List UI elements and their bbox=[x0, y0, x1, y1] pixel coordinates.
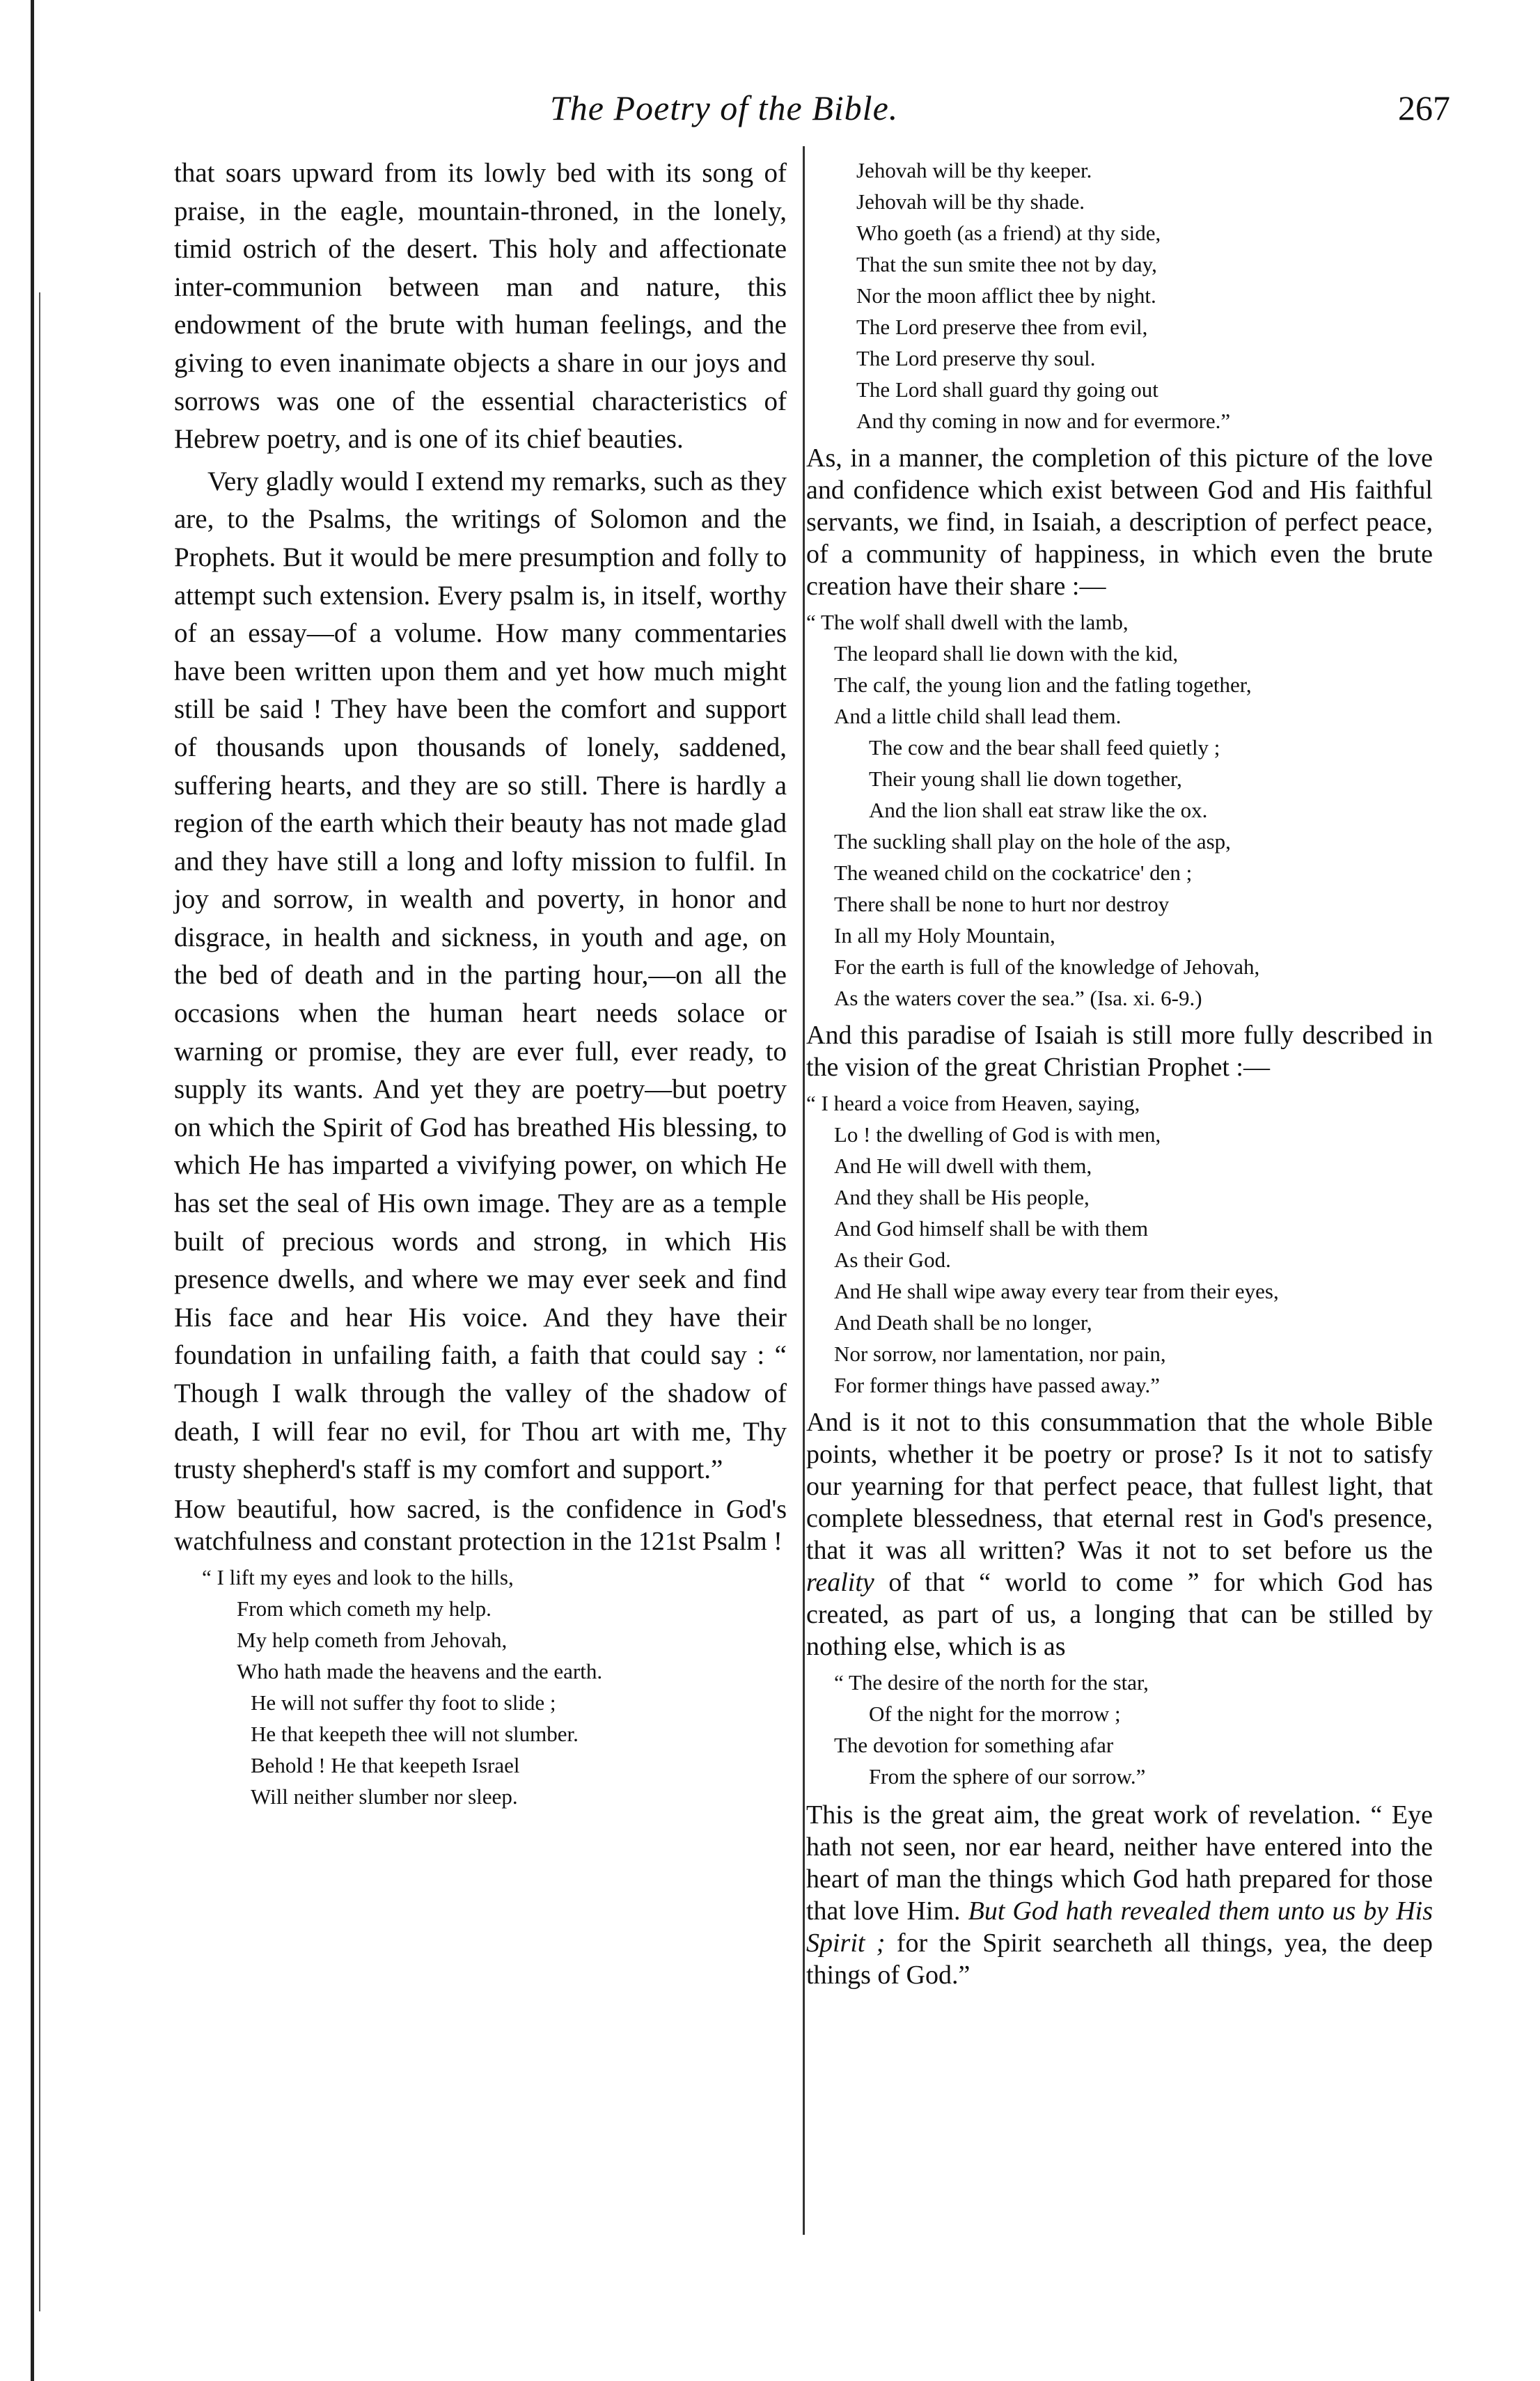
verse-line: And He shall wipe away every tear from their eyes, bbox=[834, 1279, 1279, 1303]
verse-line: Nor the moon afflict thee by night. bbox=[856, 283, 1156, 308]
verse-line: The Lord shall guard thy going out bbox=[856, 377, 1158, 402]
page-header bbox=[0, 88, 1540, 143]
verse-line: Jehovah will be thy keeper. bbox=[856, 158, 1092, 182]
verse-line: “ I heard a voice from Heaven, saying, bbox=[806, 1091, 1140, 1115]
verse-line: The weaned child on the cockatrice' den ; bbox=[834, 861, 1193, 885]
verse-line: And a little child shall lead them. bbox=[834, 704, 1122, 728]
verse-line: Who goeth (as a friend) at thy side, bbox=[856, 221, 1161, 245]
isaiah-verse bbox=[806, 606, 1433, 1014]
verse-line: And God himself shall be with them bbox=[834, 1216, 1149, 1241]
left-column bbox=[174, 155, 787, 1812]
verse-line: Who hath made the heavens and the earth. bbox=[237, 1658, 603, 1683]
column-divider bbox=[803, 146, 805, 2235]
verse-line: And they shall be His people, bbox=[834, 1185, 1090, 1209]
verse-line: From the sphere of our sorrow.” bbox=[869, 1764, 1146, 1789]
page-edge-rule bbox=[31, 0, 34, 2381]
verse-line: Will neither slumber nor sleep. bbox=[251, 1784, 518, 1809]
paragraph-text: And is it not to this consummation that the whole Bible points, whether it be poetry or prose? Is it not to satisfy our yearning for that perfect peace, that fullest light, that complete blessedness, that eternal rest in God's presence, that it was all written? Was it not to set before us the bbox=[806, 1408, 1433, 1565]
paragraph-nature: that soars upward from its lowly bed with its song of praise, in the eagle, mountain-throned, in the lonely, timid ostrich of the desert. This holy and affectionate inter-communion between man and nature, this endowment of the brute with human feelings, and the giving to even inanimate objects a share in our joys and sorrows was one of the essential characteristics of Hebrew poetry, and is one of its chief beauties. bbox=[174, 158, 787, 455]
verse-line: From which cometh my help. bbox=[237, 1596, 492, 1621]
verse-line: For the earth is full of the knowledge of Jehovah, bbox=[834, 954, 1260, 979]
verse-line: My help cometh from Jehovah, bbox=[237, 1627, 508, 1652]
verse-line: He will not suffer thy foot to slide ; bbox=[251, 1690, 556, 1715]
verse-line: Their young shall lie down together, bbox=[869, 767, 1182, 791]
italic-reality: reality bbox=[806, 1568, 874, 1597]
verse-line: The suckling shall play on the hole of the asp, bbox=[834, 829, 1231, 854]
verse-line: “ The wolf shall dwell with the lamb, bbox=[806, 610, 1129, 634]
verse-line: In all my Holy Mountain, bbox=[834, 923, 1055, 948]
page-number: 267 bbox=[1398, 88, 1450, 127]
right-column bbox=[806, 155, 1433, 1991]
verse-line: Of the night for the morrow ; bbox=[869, 1702, 1121, 1726]
verse-line: Behold ! He that keepeth Israel bbox=[251, 1752, 520, 1777]
verse-line: Jehovah will be thy shade. bbox=[856, 189, 1085, 214]
verse-line: He that keepeth thee will not slumber. bbox=[251, 1721, 579, 1746]
north-star-verse bbox=[806, 1667, 1433, 1792]
verse-line: The calf, the young lion and the fatling together, bbox=[834, 673, 1252, 697]
verse-line: For former things have passed away.” bbox=[834, 1373, 1161, 1397]
paragraph-text: of that “ world to come ” for which God has created, as part of us, a longing that can be stilled by nothing else, which is as bbox=[806, 1568, 1433, 1661]
revelation-verse bbox=[806, 1087, 1433, 1401]
verse-line: And He will dwell with them, bbox=[834, 1154, 1092, 1178]
verse-line: And the lion shall eat straw like the ox. bbox=[869, 798, 1208, 822]
verse-line: Nor sorrow, nor lamentation, nor pain, bbox=[834, 1342, 1166, 1366]
paragraph-text: This is the great aim, the great work of revelation. “ Eye hath not seen, nor ear heard, neither have entered into the heart of man the things which God hath prepared for those that love Him. bbox=[806, 1800, 1433, 1926]
paragraph-121st-psalm: How beautiful, how sacred, is the confidence in God's watchfulness and constant protection in the 121st Psalm ! bbox=[174, 1494, 787, 1556]
paragraph-consummation bbox=[806, 1406, 1433, 1663]
italic-quote: But God hath revealed them unto us by His Spirit ; bbox=[806, 1896, 1433, 1958]
page-edge-rule-inner bbox=[39, 292, 40, 2311]
paragraph-text: for the Spirit searcheth all things, yea, the deep things of God.” bbox=[806, 1928, 1433, 1990]
paragraph-isaiah-intro: As, in a manner, the completion of this picture of the love and confidence which exist between God and His faithful servants, we find, in Isaiah, a description of perfect peace, of a community of happiness, in which even the brute creation have their share :— bbox=[806, 443, 1433, 601]
verse-line: The Lord preserve thee from evil, bbox=[856, 315, 1148, 339]
paragraph-revelation-aim bbox=[806, 1799, 1433, 1991]
verse-line: And thy coming in now and for evermore.” bbox=[856, 409, 1231, 433]
verse-line: As their God. bbox=[834, 1248, 951, 1272]
verse-line: And Death shall be no longer, bbox=[834, 1310, 1092, 1335]
verse-line: That the sun smite thee not by day, bbox=[856, 252, 1157, 276]
psalm-121-verse-continued bbox=[806, 155, 1433, 437]
verse-line: There shall be none to hurt nor destroy bbox=[834, 892, 1170, 916]
verse-line: As the waters cover the sea.” (Isa. xi. 6-9.) bbox=[834, 986, 1202, 1010]
psalm-121-verse bbox=[174, 1562, 787, 1812]
verse-line: Lo ! the dwelling of God is with men, bbox=[834, 1122, 1161, 1147]
verse-line: The leopard shall lie down with the kid, bbox=[834, 641, 1179, 666]
running-title: The Poetry of the Bible. bbox=[550, 88, 899, 127]
paragraph-psalms: Very gladly would I extend my remarks, such as they are, to the Psalms, the writings of Solomon and the Prophets. But it would be mere presumption and folly to attempt such extension. Every psalm is, in itself, worthy of an essay—of a volume. How many commentaries have been written upon them and yet how much might still be said ! They have been the comfort and support of thousands upon thousands of lonely, saddened, suffering hearts, and they are so still. There is hardly a region of the earth which their beauty has not made glad and they have still a long and lofty mission to fulfil. In joy and sorrow, in wealth and poverty, in honor and disgrace, in health and sickness, in youth and age, on the bed of death and in the parting hour,—on all the occasions when the human heart needs solace or warning or promise, they are ever full, ever ready, to supply its wants. And yet they are poetry—but poetry on which the Spirit of God has breathed His blessing, to which He has imparted a vivifying power, on which He has set the seal of His own image. They are as a temple built of precious words and strong, in which His presence dwells, and where we may ever seek and find His face and hear His voice. And they have their foundation in unfailing faith, a faith that could say : “ Though I walk through the valley of the shadow of death, I will fear no evil, for Thou art with me, Thy trusty shepherd's staff is my comfort and support.” bbox=[174, 466, 787, 1485]
paragraph-revelation-intro: And this paradise of Isaiah is still more fully described in the vision of the great Christian Prophet :— bbox=[806, 1021, 1433, 1082]
verse-line: The devotion for something afar bbox=[834, 1733, 1114, 1757]
verse-line: “ I lift my eyes and look to the hills, bbox=[202, 1564, 514, 1589]
verse-line: “ The desire of the north for the star, bbox=[834, 1670, 1149, 1695]
verse-line: The cow and the bear shall feed quietly ; bbox=[869, 735, 1220, 760]
verse-line: The Lord preserve thy soul. bbox=[856, 346, 1096, 370]
